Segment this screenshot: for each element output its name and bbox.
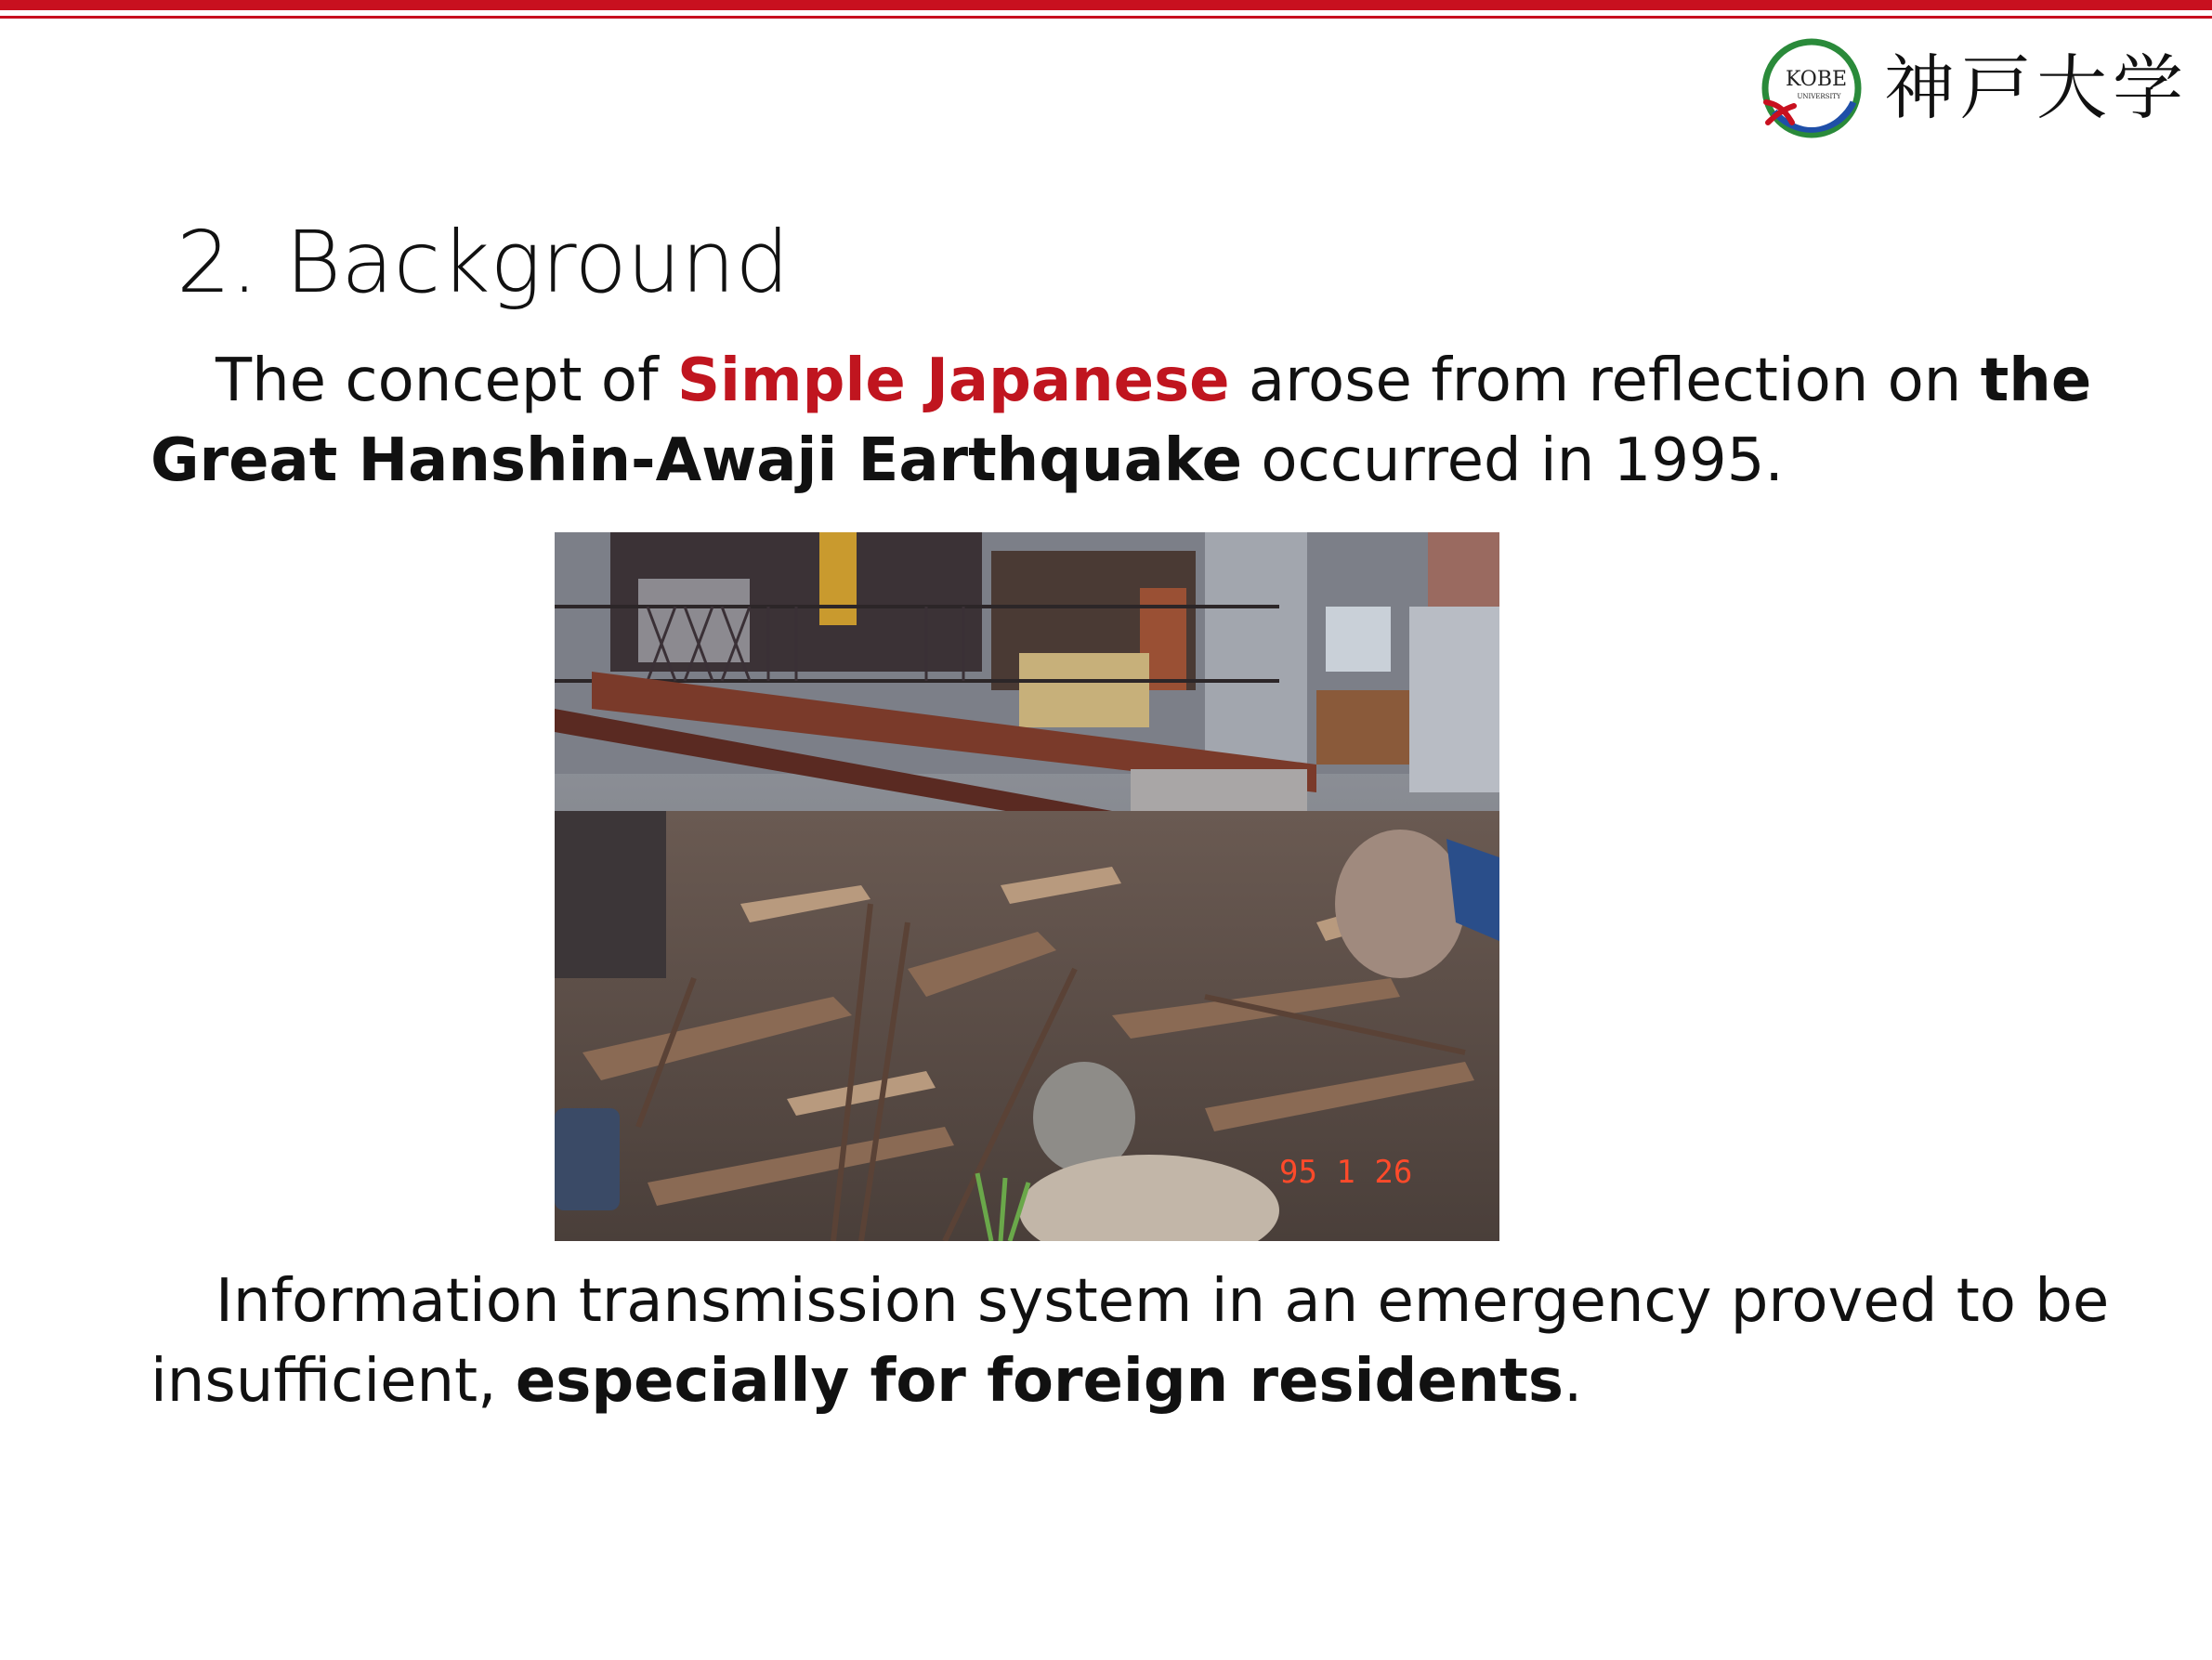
top-accent-rule — [0, 0, 2212, 10]
intro-paragraph — [151, 341, 2129, 501]
slide-title: 2. Background — [177, 213, 790, 312]
top-accent-rule-thin — [0, 16, 2212, 19]
conclusion-text-1: Information transmission system in an emergency proved to be insufficient, — [151, 1267, 2110, 1416]
emblem-text-top: KOBE — [1785, 68, 1848, 91]
intro-text-2: arose from reflection on — [1229, 346, 1981, 415]
earthquake-name: the Great Hanshin-Awaji Earthquake — [151, 346, 2092, 495]
earthquake-damage-photo — [555, 532, 1499, 1241]
emblem-text-bottom: UNIVERSITY — [1797, 93, 1841, 100]
kobe-university-logo — [1760, 37, 2188, 139]
intro-text-3: occurred in 1995. — [1242, 426, 1784, 495]
intro-text-1: The concept of — [216, 346, 677, 415]
logo-japanese-text: 神戸大学 — [1884, 46, 2189, 129]
earthquake-rubble-illustration — [555, 532, 1499, 1241]
photo-date-stamp: 95 1 26 — [1279, 1154, 1413, 1191]
conclusion-paragraph — [151, 1261, 2129, 1421]
university-emblem-icon — [1760, 37, 1863, 139]
simple-japanese-highlight: Simple Japanese — [676, 346, 1230, 415]
conclusion-text-2: . — [1563, 1347, 1583, 1416]
foreign-residents-emphasis: especially for foreign residents — [515, 1347, 1564, 1416]
